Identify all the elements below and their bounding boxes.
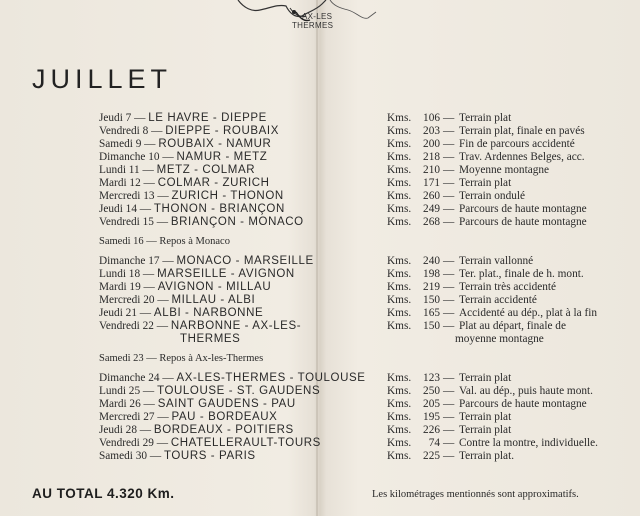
stage-date-route: Samedi 30 — TOURS - PARIS xyxy=(99,450,256,462)
stage-dash: — xyxy=(443,450,455,462)
stage-dash: — xyxy=(443,112,455,124)
stage-date-route: Mardi 19 — AVIGNON - MILLAU xyxy=(99,281,272,293)
stage-row xyxy=(0,450,640,463)
stage-route: PAU - BORDEAUX xyxy=(171,411,278,423)
stage-distance: 240 xyxy=(423,255,440,267)
stage-kms-label: Kms. xyxy=(387,398,412,410)
stage-terrain: Terrain plat xyxy=(459,424,512,436)
stage-route: BRIANÇON - MONACO xyxy=(170,216,304,228)
stage-terrain: Terrain accidenté xyxy=(459,294,537,306)
stage-terrain: Terrain plat. xyxy=(459,450,515,462)
stage-date: Mercredi 27 xyxy=(99,411,155,423)
stage-row xyxy=(0,320,640,346)
stage-row xyxy=(0,190,640,203)
stage-route: CHATELLERAULT-TOURS xyxy=(170,437,321,449)
stage-terrain: Terrain plat xyxy=(459,112,512,124)
stage-date: Lundi 25 xyxy=(99,385,141,397)
stage-route: LE HAVRE - DIEPPE xyxy=(148,112,267,124)
stage-row xyxy=(0,372,640,385)
stage-route: MONACO - MARSEILLE xyxy=(176,255,314,267)
stage-distance: 195 xyxy=(423,411,440,423)
stage-route: SAINT GAUDENS - PAU xyxy=(157,398,296,410)
stage-date: Mardi 26 xyxy=(99,398,141,410)
stage-row xyxy=(0,281,640,294)
stage-dash: — xyxy=(443,385,455,397)
stage-date: Dimanche 10 xyxy=(99,151,160,163)
total-distance: AU TOTAL 4.320 Km. xyxy=(32,486,175,501)
stage-row xyxy=(0,398,640,411)
stage-distance: 219 xyxy=(423,281,440,293)
stage-dash: — xyxy=(443,294,455,306)
stage-distance: 226 xyxy=(423,424,440,436)
stage-date: Mercredi 20 xyxy=(99,294,155,306)
stage-terrain: Accidenté au dép., plat à la fin xyxy=(459,307,598,319)
stage-terrain: Parcours de haute montagne xyxy=(459,216,587,228)
stage-date: Vendredi 15 xyxy=(99,216,154,228)
stage-date-route: Samedi 9 — ROUBAIX - NAMUR xyxy=(99,138,272,150)
stage-date: Samedi 30 xyxy=(99,450,148,462)
stage-distance: 150 xyxy=(423,294,440,306)
stage-dash: — xyxy=(443,138,455,150)
stage-date-route: Lundi 18 — MARSEILLE - AVIGNON xyxy=(99,268,295,280)
stage-dash: — xyxy=(443,281,455,293)
stage-dash: — xyxy=(443,190,455,202)
stage-kms-label: Kms. xyxy=(387,216,412,228)
stage-route: NARBONNE - AX-LES- xyxy=(170,320,302,332)
stage-distance: 260 xyxy=(423,190,440,202)
stage-distance: 74 xyxy=(428,437,440,449)
stage-kms-label: Kms. xyxy=(387,268,412,280)
stage-date-route: Mardi 26 — SAINT GAUDENS - PAU xyxy=(99,398,296,410)
stage-date: Samedi 9 xyxy=(99,138,142,150)
stage-terrain: Terrain vallonné xyxy=(459,255,534,267)
stage-kms-label: Kms. xyxy=(387,190,412,202)
stage-distance: 268 xyxy=(423,216,440,228)
stage-route: COLMAR - ZURICH xyxy=(157,177,270,189)
stage-terrain: Terrain plat xyxy=(459,411,512,423)
stage-date-route: Mardi 12 — COLMAR - ZURICH xyxy=(99,177,270,189)
stage-kms-label: Kms. xyxy=(387,255,412,267)
stage-route: MILLAU - ALBI xyxy=(171,294,256,306)
stage-distance: 106 xyxy=(423,112,440,124)
stage-terrain: Fin de parcours accidenté xyxy=(459,138,575,150)
footnote: Les kilométrages mentionnés sont approximatifs. xyxy=(372,489,579,500)
stage-dash: — xyxy=(443,411,455,423)
stage-distance: 171 xyxy=(423,177,440,189)
stage-route: DIEPPE - ROUBAIX xyxy=(165,125,279,137)
rest-day-date: Samedi 23 xyxy=(99,353,144,364)
stage-dash: — xyxy=(443,268,455,280)
stage-distance: 200 xyxy=(423,138,440,150)
stage-terrain: Ter. plat., finale de h. mont. xyxy=(459,268,584,280)
stage-kms-label: Kms. xyxy=(387,424,412,436)
stage-dash: — xyxy=(443,437,455,449)
stage-kms-label: Kms. xyxy=(387,294,412,306)
stage-date-route: Jeudi 14 — THONON - BRIANÇON xyxy=(99,203,285,215)
stage-kms-label: Kms. xyxy=(387,151,412,163)
stage-terrain: Moyenne montagne xyxy=(459,164,550,176)
stage-date-route: Dimanche 24 — AX-LES-THERMES - TOULOUSE xyxy=(99,372,366,384)
stage-date: Vendredi 22 xyxy=(99,320,154,332)
map-label-line2: THERMES xyxy=(292,21,334,30)
stage-route: METZ - COLMAR xyxy=(156,164,256,176)
map-label-line1: AX-LES xyxy=(302,12,333,21)
stage-date-route: Vendredi 15 — BRIANÇON - MONACO xyxy=(99,216,304,228)
stage-date-route: Mercredi 13 — ZURICH - THONON xyxy=(99,190,284,202)
stage-list xyxy=(0,112,640,463)
stage-kms-label: Kms. xyxy=(387,385,412,397)
stage-route: AVIGNON - MILLAU xyxy=(157,281,272,293)
stage-row xyxy=(0,151,640,164)
stage-dash: — xyxy=(443,398,455,410)
stage-row xyxy=(0,216,640,229)
stage-row xyxy=(0,138,640,151)
stage-terrain: Terrain très accidenté xyxy=(459,281,557,293)
stage-route: ZURICH - THONON xyxy=(171,190,284,202)
stage-date-route: Dimanche 10 — NAMUR - METZ xyxy=(99,151,268,163)
stage-route: TOULOUSE - ST. GAUDENS xyxy=(157,385,321,397)
stage-distance: 249 xyxy=(423,203,440,215)
stage-route: ROUBAIX - NAMUR xyxy=(158,138,272,150)
stage-kms-label: Kms. xyxy=(387,203,412,215)
stage-distance: 218 xyxy=(423,151,440,163)
stage-terrain: Terrain ondulé xyxy=(459,190,526,202)
stage-kms-label: Kms. xyxy=(387,164,412,176)
stage-dash: — xyxy=(443,372,455,384)
stage-distance: 250 xyxy=(423,385,440,397)
stage-terrain: Parcours de haute montagne xyxy=(459,398,587,410)
stage-distance: 123 xyxy=(423,372,440,384)
rest-day-label: Repos à Monaco xyxy=(159,236,230,247)
stage-row xyxy=(0,424,640,437)
stage-dash: — xyxy=(443,203,455,215)
stage-distance: 150 xyxy=(423,320,440,332)
stage-date-route: Mercredi 20 — MILLAU - ALBI xyxy=(99,294,256,306)
stage-date-route: Jeudi 21 — ALBI - NARBONNE xyxy=(99,307,264,319)
stage-date: Jeudi 21 xyxy=(99,307,137,319)
stage-row xyxy=(0,294,640,307)
stage-date-route: Vendredi 22 — NARBONNE - AX-LES- xyxy=(99,320,302,332)
stage-route: BORDEAUX - POITIERS xyxy=(153,424,294,436)
stage-date-route: Vendredi 29 — CHATELLERAULT-TOURS xyxy=(99,437,321,449)
rest-day-label: Repos à Ax-les-Thermes xyxy=(159,353,264,364)
stage-row xyxy=(0,385,640,398)
stage-terrain: Plat au départ, finale de xyxy=(459,320,566,332)
stage-date: Jeudi 28 xyxy=(99,424,137,436)
stage-dash: — xyxy=(443,216,455,228)
stage-row xyxy=(0,203,640,216)
stage-distance: 198 xyxy=(423,268,440,280)
stage-dash: — xyxy=(443,307,455,319)
stage-terrain: Terrain plat xyxy=(459,177,512,189)
stage-terrain: Val. au dép., puis haute mont. xyxy=(459,385,593,397)
stage-row xyxy=(0,125,640,138)
stage-row xyxy=(0,255,640,268)
stage-date-route: Vendredi 8 — DIEPPE - ROUBAIX xyxy=(99,125,279,137)
stage-row xyxy=(0,268,640,281)
stage-row xyxy=(0,164,640,177)
stage-kms-label: Kms. xyxy=(387,411,412,423)
stage-terrain: Trav. Ardennes Belges, acc. xyxy=(459,151,585,163)
stage-date: Vendredi 29 xyxy=(99,437,154,449)
stage-date-route: Lundi 25 — TOULOUSE - ST. GAUDENS xyxy=(99,385,321,397)
rest-day-text: Samedi 16 — Repos à Monaco xyxy=(99,236,230,247)
stage-date: Lundi 11 xyxy=(99,164,140,176)
month-heading: JUILLET xyxy=(32,64,173,94)
stage-route: THONON - BRIANÇON xyxy=(153,203,285,215)
stage-route: MARSEILLE - AVIGNON xyxy=(157,268,295,280)
stage-distance: 165 xyxy=(423,307,440,319)
stage-row xyxy=(0,437,640,450)
stage-date-route: Dimanche 17 — MONACO - MARSEILLE xyxy=(99,255,314,267)
stage-date: Dimanche 17 xyxy=(99,255,160,267)
stage-dash: — xyxy=(443,125,455,137)
stage-date: Mardi 19 xyxy=(99,281,141,293)
stage-terrain: Terrain plat, finale en pavés xyxy=(459,125,585,137)
stage-dash: — xyxy=(443,255,455,267)
stage-date: Dimanche 24 xyxy=(99,372,160,384)
stage-date-route: Jeudi 7 — LE HAVRE - DIEPPE xyxy=(99,112,267,124)
stage-dash: — xyxy=(443,151,455,163)
stage-dash: — xyxy=(443,164,455,176)
stage-date: Vendredi 8 xyxy=(99,125,149,137)
stage-route: ALBI - NARBONNE xyxy=(153,307,264,319)
stage-route: AX-LES-THERMES - TOULOUSE xyxy=(176,372,366,384)
stage-kms-label: Kms. xyxy=(387,307,412,319)
stage-date: Mercredi 13 xyxy=(99,190,155,202)
rest-day-row xyxy=(0,235,640,248)
stage-kms-label: Kms. xyxy=(387,437,412,449)
stage-row xyxy=(0,112,640,125)
stage-route-continued: THERMES xyxy=(180,333,241,345)
stage-date: Jeudi 14 xyxy=(99,203,137,215)
stage-kms-label: Kms. xyxy=(387,177,412,189)
rest-day-row xyxy=(0,352,640,365)
stage-distance: 205 xyxy=(423,398,440,410)
stage-terrain: Terrain plat xyxy=(459,372,512,384)
rest-day-date: Samedi 16 xyxy=(99,236,144,247)
stage-kms-label: Kms. xyxy=(387,138,412,150)
stage-date: Lundi 18 xyxy=(99,268,141,280)
stage-date: Jeudi 7 xyxy=(99,112,132,124)
stage-row xyxy=(0,177,640,190)
stage-route: NAMUR - METZ xyxy=(176,151,268,163)
rest-day-text: Samedi 23 — Repos à Ax-les-Thermes xyxy=(99,353,264,364)
stage-route: TOURS - PARIS xyxy=(163,450,256,462)
stage-dash: — xyxy=(443,424,455,436)
stage-date: Mardi 12 xyxy=(99,177,141,189)
stage-distance: 203 xyxy=(423,125,440,137)
stage-kms-label: Kms. xyxy=(387,112,412,124)
stage-distance: 210 xyxy=(423,164,440,176)
stage-terrain: Parcours de haute montagne xyxy=(459,203,587,215)
stage-kms-label: Kms. xyxy=(387,450,412,462)
stage-kms-label: Kms. xyxy=(387,320,412,332)
stage-row xyxy=(0,411,640,424)
stage-terrain-continued: moyenne montagne xyxy=(455,333,544,345)
stage-date-route: Mercredi 27 — PAU - BORDEAUX xyxy=(99,411,278,423)
stage-dash: — xyxy=(443,320,455,332)
stage-distance: 225 xyxy=(423,450,440,462)
stage-dash: — xyxy=(443,177,455,189)
stage-row xyxy=(0,307,640,320)
stage-terrain: Contre la montre, individuelle. xyxy=(459,437,598,449)
stage-kms-label: Kms. xyxy=(387,281,412,293)
stage-date-route: Jeudi 28 — BORDEAUX - POITIERS xyxy=(99,424,294,436)
stage-kms-label: Kms. xyxy=(387,372,412,384)
stage-kms-label: Kms. xyxy=(387,125,412,137)
stage-date-route: Lundi 11 — METZ - COLMAR xyxy=(99,164,256,176)
